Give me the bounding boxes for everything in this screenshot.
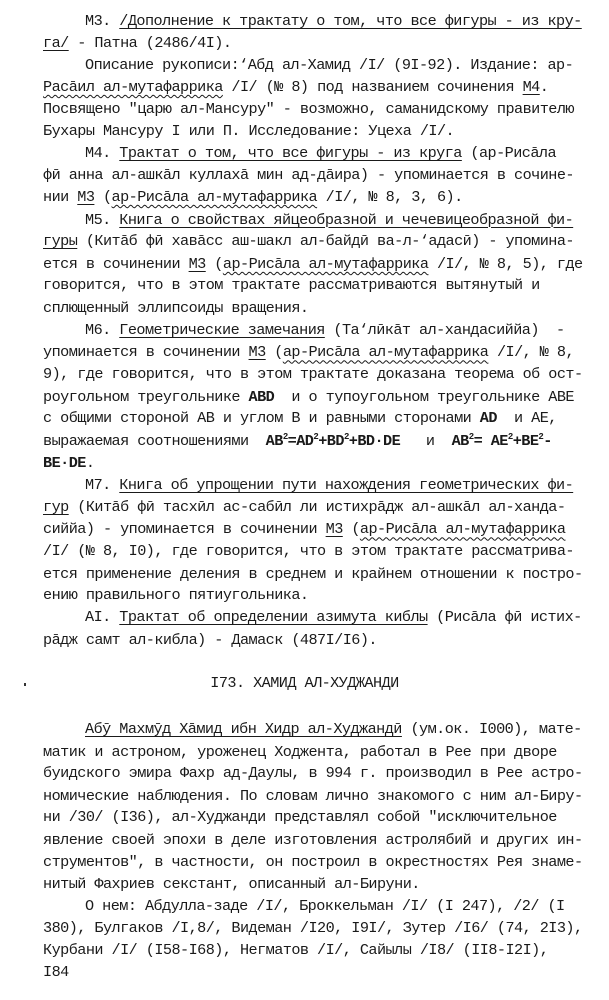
formula-exponent: 2 [538, 431, 544, 442]
entry-m7-line1 [85, 475, 573, 495]
edition-title: ар-Рисāла ал-мутафаррика [111, 187, 318, 206]
formula-term: BE·DE [43, 453, 86, 472]
text: и AE, [496, 409, 557, 428]
bio-line4 [43, 786, 583, 806]
text: О нем: Абдулла-заде /I/, Броккельман /I/ (I 247), /2/ (I [85, 897, 565, 915]
formula-exponent: 2 [507, 431, 513, 442]
text: /I/, № 8, 3, 6). [317, 187, 463, 206]
text: Бухары Мансуру I или П. Исследование: Уцеха /I/. [43, 122, 455, 141]
page-number: I84 [43, 962, 69, 981]
text: ( [265, 343, 283, 362]
entry-title: /Дополнение к трактату о том, что все фигуры - из кру- [119, 11, 582, 30]
entry-title-cont: гуры [43, 232, 78, 251]
entry-m6-line7 [43, 453, 94, 473]
text: упоминается в сочинении [43, 343, 249, 362]
formula-exponent: 2 [313, 431, 319, 442]
text: (ум.ок. I000), мате- [401, 719, 582, 738]
entry-m5-line4 [43, 275, 540, 295]
edition-title: ар-Рисāла ал-мутафаррика [282, 343, 489, 362]
text: Курбани /I/ (I58-I68), Негматов /I/, Сайылы /I8/ (II8-I2I), [43, 941, 549, 960]
text: сиййа) - упоминается в сочинении [43, 520, 326, 539]
text: /I/ (№ 8, I0), где говорится, что в этом трактате рассматрива- [43, 542, 574, 561]
entry-title: Книга об упрощении пути нахождения геометрических фи- [119, 476, 574, 495]
entry-m3-line2 [43, 33, 231, 53]
entry-m6-line5 [43, 408, 557, 428]
entry-a1-line1 [85, 607, 582, 627]
edition-title: ар-Рисāла ал-мутафаррика [359, 520, 566, 539]
refs-line4 [43, 962, 69, 982]
formula-term: =AD [287, 431, 314, 450]
text: Посвящено "царю ал-Мансуру" - возможно, саманидскому правителю [43, 100, 574, 119]
entry-m6-line4 [43, 387, 574, 407]
entry-m6-line1 [85, 320, 565, 340]
entry-a1-line2 [43, 630, 377, 650]
entry-m3-desc4 [43, 121, 454, 141]
text: ( [205, 254, 223, 273]
text: /I/, № 8, 5), где [428, 254, 583, 273]
formula-exponent: 2 [343, 431, 349, 442]
text: струментов", в частности, он построил в окрестностях Рея знаме- [43, 852, 583, 871]
entry-title: Трактат об определении азимута киблы [119, 607, 428, 626]
text: (Китāб фӣ хавāсс аш-шакл ал-байдӣ ва-л-‘адасӣ) - упомина- [77, 232, 574, 251]
triangle-label: ABD [248, 387, 275, 406]
cross-ref: М3 [77, 187, 95, 206]
entry-m7-line3 [43, 519, 565, 539]
entry-m6-line3 [43, 364, 583, 384]
text: с общими стороной AB и углом B и равными сторонами [43, 409, 480, 428]
text: 380), Булгаков /I,8/, Видеман /I20, I9I/, Зутер /I6/ (74, 2I3), [43, 918, 583, 937]
person-name: Абӯ Махмӯд Хāмид ибн Хидр ал-Худжандӣ [85, 719, 402, 738]
formula-term: +BE [512, 431, 539, 450]
entry-label: М6. [85, 320, 111, 339]
text: роугольном треугольнике [43, 387, 249, 406]
entry-m3-line1 [85, 11, 582, 31]
entry-label: М3. [85, 11, 111, 30]
text: (ар-Рисāла [461, 143, 557, 162]
entry-m5-line5 [43, 298, 308, 318]
text: фӣ анна ал-ашкāл куллахā мин ад-дāира) - упоминается в сочине- [43, 166, 574, 185]
formula-1 [266, 432, 401, 450]
text: . [85, 453, 95, 472]
formula-exponent: 2 [468, 431, 474, 442]
entry-title: Геометрические замечания [119, 320, 325, 339]
formula-term: = AE [473, 431, 508, 450]
entry-m3-desc3 [43, 99, 574, 119]
entry-m3-desc1 [85, 55, 573, 75]
cross-ref: М3 [325, 520, 343, 539]
text: матик и астроном, уроженец Ходжента, работал в Рее при дворе [43, 742, 557, 761]
entry-label: AI. [85, 607, 111, 626]
entry-m6-line6 [43, 431, 552, 451]
bio-line3 [43, 763, 583, 783]
text: /I/, № 8, [488, 343, 575, 362]
formula-term: - [543, 431, 552, 450]
bio-line8 [43, 874, 420, 894]
text: ( [94, 187, 112, 206]
bio-line6 [43, 830, 583, 850]
refs-line2 [43, 918, 583, 938]
text: Описание рукописи:‘Абд ал-Хамид /I/ (9I-92). Издание: ар- [85, 56, 574, 75]
formula-2 [452, 432, 552, 450]
entry-m7-line2 [43, 497, 565, 517]
formula-term: +BD [318, 431, 344, 450]
bio-line5 [43, 807, 557, 827]
entry-m7-line5 [43, 564, 583, 584]
entry-m7-line6 [43, 585, 308, 605]
formula-term: AB [451, 431, 469, 450]
text: (Рисāла фӣ истих- [427, 607, 582, 626]
text: ется в сочинении [43, 254, 189, 273]
bio-line1 [85, 719, 582, 739]
cross-ref: М3 [188, 254, 206, 273]
side-label: AD [479, 409, 497, 428]
edition-title: Расāил ал-мутафаррика [43, 77, 223, 96]
entry-m5-line1 [85, 210, 573, 230]
entry-m5-line3 [43, 254, 583, 274]
text: нии [43, 187, 78, 206]
entry-title: Книга о свойствах яйцеобразной и чечевицеобразной фи- [119, 210, 574, 229]
text: ( [342, 520, 360, 539]
entry-m4-line3 [43, 187, 463, 207]
text: ению правильного пятиугольника. [43, 586, 309, 605]
entry-m4-line2 [43, 165, 574, 185]
entry-label: М4. [85, 143, 111, 162]
text: (Китāб фӣ тасхӣл ас-сабӣл ли истихрāдж ал-ашкāл ал-ханда- [68, 497, 566, 516]
entry-m6-line2 [43, 342, 574, 362]
entry-m4-line1 [85, 143, 556, 163]
cross-ref: М4 [522, 77, 540, 96]
text: номические наблюдения. По словам лично знакомого с ним ал-Биру- [43, 786, 583, 805]
text: ется применение деления в среднем и крайнем отношении к постро- [43, 564, 583, 583]
entry-label: М5. [85, 210, 111, 229]
entry-location: - Патна (2486/4I). [68, 33, 232, 52]
text: сплющенный эллипсоиды вращения. [43, 299, 309, 318]
text: (Та‘лӣкāт ал-хандасиййа) - [324, 320, 565, 339]
text: нитый Фахриев секстант, описанный ал-Бируни. [43, 875, 420, 894]
text: и о тупоугольном треугольнике ABE [274, 387, 574, 406]
cross-ref: М3 [248, 343, 266, 362]
formula-term: AB [265, 431, 283, 450]
entry-title: Трактат о том, что все фигуры - из круга [119, 143, 462, 162]
text: выражаемая соотношениями [43, 431, 266, 450]
entry-m5-line2 [43, 231, 574, 251]
refs-line3 [43, 940, 548, 960]
text: . [539, 77, 549, 96]
section-heading: I73. ХАМИД АЛ-ХУДЖАНДИ [210, 673, 399, 692]
entry-m7-line4 [43, 541, 574, 561]
formula-term: +BD·DE [348, 431, 401, 450]
text: /I/ (№ 8) под названием сочинения [222, 77, 523, 96]
bio-line2 [43, 742, 557, 762]
edition-title: ар-Рисāла ал-мутафаррика [222, 254, 429, 273]
text: буидского эмира Фахр ад-Даулы, в 994 г. производил в Рее астро- [43, 764, 583, 783]
entry-label: М7. [85, 476, 111, 495]
text: говорится, что в этом трактате рассматриваются вытянутый и [43, 276, 540, 295]
entry-title-cont: гур [43, 497, 69, 516]
entry-title-cont: га/ [43, 33, 69, 52]
bio-line7 [43, 852, 583, 872]
refs-line1 [85, 896, 565, 916]
entry-m3-desc2 [43, 77, 548, 97]
text: и [400, 431, 452, 450]
text: ни /30/ (I36), ал-Худжанди представлял собой "исключительное [43, 808, 557, 827]
text: рāдж самт ал-кибла) - Дамаск (487I/I6). [43, 630, 377, 649]
formula-exponent: 2 [282, 431, 288, 442]
text: явление своей эпохи в деле изготовления астролябий и других ин- [43, 831, 583, 850]
text: 9), где говорится, что в этом трактате доказана теорема об ост- [43, 365, 583, 383]
